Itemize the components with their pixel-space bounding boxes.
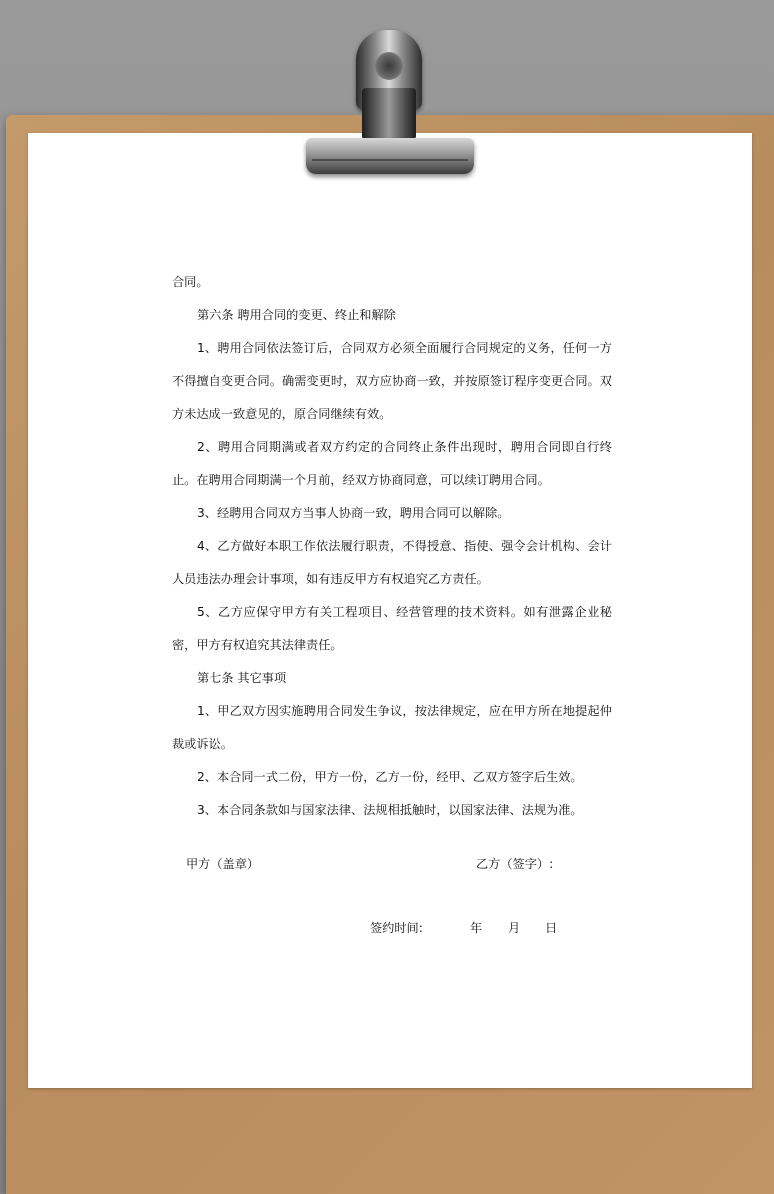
article-heading: 第七条 其它事项: [197, 671, 287, 685]
paragraph: 合同。: [172, 275, 209, 289]
date-year-label: 年: [470, 921, 483, 935]
paragraph: 3、本合同条款如与国家法律、法规相抵触时，以国家法律、法规为准。: [197, 803, 583, 817]
paragraph: 1、聘用合同依法签订后，合同双方必须全面履行合同规定的义务，任何一方不得擅自变更合同。确需变更时，双方应协商一致，并按原签订程序变更合同。双方未达成一致意见的，原合同继续有效。: [172, 341, 612, 421]
date-day-label: 日: [545, 921, 558, 935]
paragraph: 5、乙方应保守甲方有关工程项目、经营管理的技术资料。如有泄露企业秘密，甲方有权追究其法律责任。: [172, 605, 612, 652]
paragraph: 1、甲乙双方因实施聘用合同发生争议，按法律规定，应在甲方所在地提起仲裁或诉讼。: [172, 704, 612, 751]
paragraph: 3、经聘用合同双方当事人协商一致，聘用合同可以解除。: [197, 506, 510, 520]
contract-body: [172, 266, 612, 827]
clip-neck: [362, 88, 416, 140]
party-a-seal-label: 甲方（盖章）: [186, 857, 260, 871]
paragraph: 4、乙方做好本职工作依法履行职责，不得授意、指使、强令会计机构、会计人员违法办理会计事项，如有违反甲方有权追究乙方责任。: [172, 539, 612, 586]
date-month-label: 月: [508, 921, 521, 935]
binder-clip-edge: [312, 159, 468, 161]
article-heading: 第六条 聘用合同的变更、终止和解除: [197, 308, 396, 322]
clip-hole: [375, 52, 403, 80]
party-b-signature-label: 乙方（签字）:: [476, 857, 554, 871]
signing-date-label: 签约时间:: [370, 921, 423, 935]
paragraph: 2、聘用合同期满或者双方约定的合同终止条件出现时，聘用合同即自行终止。在聘用合同期满一个月前，经双方协商同意，可以续订聘用合同。: [172, 440, 612, 487]
paragraph: 2、本合同一式二份，甲方一份，乙方一份，经甲、乙双方签字后生效。: [197, 770, 583, 784]
binder-clip: [306, 138, 474, 174]
